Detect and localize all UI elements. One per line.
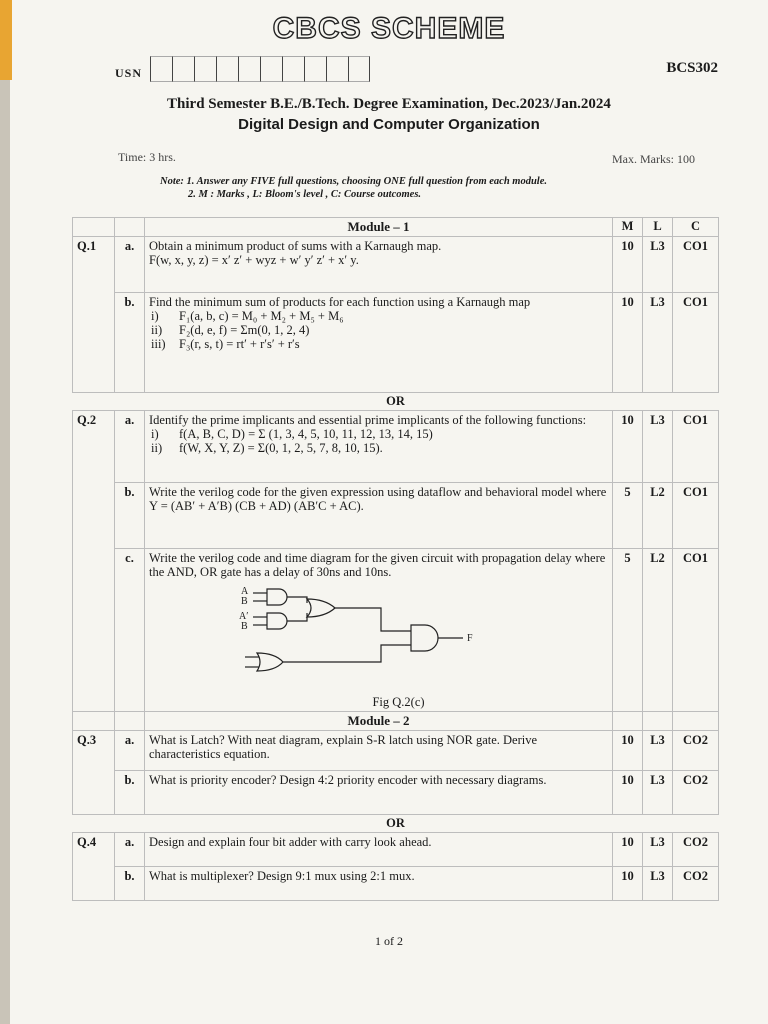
- question-number: Q.3: [73, 731, 115, 815]
- question-row: [73, 771, 719, 815]
- module-header-blank: [673, 712, 719, 731]
- question-row: [73, 411, 719, 483]
- question-text: Obtain a minimum product of sums with a Karnaugh map.: [149, 239, 442, 253]
- note-line-1: Note: 1. Answer any FIVE full questions, choosing ONE full question from each module.: [160, 176, 547, 187]
- blooms-level: L3: [643, 771, 673, 815]
- blooms-level: L2: [643, 483, 673, 549]
- sub-item-text: f(A, B, C, D) = Σ (1, 3, 4, 5, 10, 11, 12, 13, 14, 15): [179, 427, 433, 441]
- question-expression: F(w, x, y, z) = x′ z′ + wyz + w′ y′ z′ + x′ y.: [149, 253, 359, 267]
- question-text-cell: [145, 771, 613, 815]
- course-code: BCS302: [666, 60, 718, 76]
- course-outcome: CO2: [673, 771, 719, 815]
- question-text: Find the minimum sum of products for each function using a Karnaugh map: [149, 295, 531, 309]
- note-line-2: 2. M : Marks , L: Bloom's level , C: Course outcomes.: [188, 189, 422, 200]
- usn-digit-box: [260, 56, 282, 82]
- question-text-cell: [145, 293, 613, 393]
- blooms-level: L3: [643, 731, 673, 771]
- question-text-cell: [145, 867, 613, 901]
- blooms-level: L3: [643, 237, 673, 293]
- sub-item-text: f(W, X, Y, Z) = Σ(0, 1, 2, 5, 7, 8, 10, 15).: [179, 441, 383, 455]
- sub-question-label: b.: [115, 293, 145, 393]
- sub-item-label: iii): [151, 337, 166, 351]
- or-label: OR: [73, 393, 719, 411]
- sub-item-label: i): [151, 427, 159, 441]
- course-outcome: CO2: [673, 867, 719, 901]
- question-row: [73, 867, 719, 901]
- question-text: Write the verilog code for the given expression using dataflow and behavioral model where: [149, 485, 607, 499]
- circuit-input-label: A′: [238, 611, 248, 622]
- question-number: Q.2: [73, 411, 115, 712]
- question-text-cell: [145, 411, 613, 483]
- blooms-level: L2: [643, 549, 673, 712]
- usn-digit-box: [348, 56, 370, 82]
- max-marks: Max. Marks: 100: [612, 152, 695, 166]
- question-row: [73, 549, 719, 712]
- circuit-output-label: F: [466, 633, 473, 644]
- blooms-level: L3: [643, 293, 673, 393]
- exam-note: [160, 175, 547, 201]
- question-row: [73, 833, 719, 867]
- marks-value: 10: [613, 731, 643, 771]
- module-header-blank: [613, 712, 643, 731]
- marks-value: 10: [613, 237, 643, 293]
- usn-label: USN: [115, 66, 143, 80]
- time-label: Time: 3 hrs.: [118, 150, 176, 164]
- marks-value: 10: [613, 771, 643, 815]
- circuit-input-label: B: [240, 596, 248, 607]
- sub-item: [149, 427, 608, 441]
- sub-question-label: c.: [115, 549, 145, 712]
- column-co-header: C: [673, 218, 719, 237]
- module-header-blank: [115, 712, 145, 731]
- logic-circuit-diagram: [239, 583, 519, 693]
- course-outcome: CO2: [673, 833, 719, 867]
- question-row: [73, 237, 719, 293]
- column-marks-header: M: [613, 218, 643, 237]
- page-number: 1 of 2: [375, 934, 403, 948]
- orange-edge-strip: [0, 0, 12, 80]
- usn-digit-box: [238, 56, 260, 82]
- course-outcome: CO1: [673, 483, 719, 549]
- circuit-input-label: A: [240, 586, 248, 597]
- usn-digit-box: [194, 56, 216, 82]
- sub-question-label: a.: [115, 411, 145, 483]
- course-outcome: CO2: [673, 731, 719, 771]
- question-text: What is priority encoder? Design 4:2 priority encoder with necessary diagrams.: [149, 773, 547, 787]
- sub-item-label: ii): [151, 441, 163, 455]
- exam-title: Third Semester B.E./B.Tech. Degree Examination, Dec.2023/Jan.2024: [167, 96, 611, 112]
- usn-digit-box: [304, 56, 326, 82]
- module-header-blank: [643, 712, 673, 731]
- or-label: OR: [73, 815, 719, 833]
- usn-boxes: [150, 56, 370, 82]
- blooms-level: L3: [643, 867, 673, 901]
- question-text-cell: [145, 731, 613, 771]
- module-header-blank: [73, 712, 115, 731]
- question-text-cell: [145, 237, 613, 293]
- sub-item-text: F₁(a, b, c) = M₀ + M₂ + M₅ + M₆: [179, 309, 344, 323]
- question-text: What is Latch? With neat diagram, explain S-R latch using NOR gate. Derive characteristics equation.: [149, 733, 538, 761]
- sub-item: [149, 441, 608, 455]
- blooms-level: L3: [643, 411, 673, 483]
- scheme-title: CBCS SCHEME: [272, 12, 506, 45]
- question-text: Design and explain four bit adder with carry look ahead.: [149, 835, 432, 849]
- figure-caption: Fig Q.2(c): [372, 695, 425, 709]
- or-separator-row: [73, 393, 719, 411]
- module-header-row: [73, 712, 719, 731]
- or-separator-row: [73, 815, 719, 833]
- sub-question-label: b.: [115, 771, 145, 815]
- question-row: [73, 731, 719, 771]
- question-text-cell: [145, 549, 613, 712]
- course-outcome: CO1: [673, 549, 719, 712]
- sub-item-text: F₂(d, e, f) = Σm(0, 1, 2, 4): [179, 323, 310, 337]
- question-table: [72, 217, 719, 901]
- circuit-input-label: B: [240, 621, 248, 632]
- sub-question-label: a.: [115, 833, 145, 867]
- question-number: Q.4: [73, 833, 115, 901]
- question-number: Q.1: [73, 237, 115, 393]
- usn-digit-box: [326, 56, 348, 82]
- marks-value: 5: [613, 483, 643, 549]
- sub-question-label: a.: [115, 237, 145, 293]
- question-row: [73, 293, 719, 393]
- marks-value: 10: [613, 867, 643, 901]
- course-outcome: CO1: [673, 237, 719, 293]
- course-outcome: CO1: [673, 293, 719, 393]
- question-expression: Y = (AB′ + A′B) (CB + AD) (AB′C + AC).: [149, 499, 364, 513]
- question-text: Identify the prime implicants and essential prime implicants of the following functions:: [149, 413, 587, 427]
- exam-paper: [10, 0, 768, 1024]
- column-level-header: L: [643, 218, 673, 237]
- sub-item: [149, 323, 608, 337]
- usn-digit-box: [172, 56, 194, 82]
- question-text-cell: [145, 483, 613, 549]
- module-header-blank: [73, 218, 115, 237]
- usn-digit-box: [216, 56, 238, 82]
- question-text-cell: [145, 833, 613, 867]
- marks-value: 10: [613, 833, 643, 867]
- usn-digit-box: [282, 56, 304, 82]
- usn-digit-box: [150, 56, 172, 82]
- marks-value: 10: [613, 293, 643, 393]
- sub-item: [149, 309, 608, 323]
- module-header-row: [73, 218, 719, 237]
- sub-question-label: b.: [115, 867, 145, 901]
- sub-question-label: a.: [115, 731, 145, 771]
- module-header-blank: [115, 218, 145, 237]
- marks-value: 10: [613, 411, 643, 483]
- marks-value: 5: [613, 549, 643, 712]
- question-text: Write the verilog code and time diagram for the given circuit with propagation delay where the AND, OR gate has a delay of 30ns and 10ns.: [149, 551, 606, 579]
- sub-question-label: b.: [115, 483, 145, 549]
- question-text: What is multiplexer? Design 9:1 mux using 2:1 mux.: [149, 869, 415, 883]
- module-title: Module – 1: [145, 218, 613, 237]
- blooms-level: L3: [643, 833, 673, 867]
- subject-title: Digital Design and Computer Organization: [238, 116, 540, 133]
- question-row: [73, 483, 719, 549]
- sub-item: [149, 337, 608, 351]
- sub-item-label: ii): [151, 323, 163, 337]
- course-outcome: CO1: [673, 411, 719, 483]
- sub-item-text: F₃(r, s, t) = rt′ + r′s′ + r′s: [179, 337, 300, 351]
- module-title: Module – 2: [145, 712, 613, 731]
- sub-item-label: i): [151, 309, 159, 323]
